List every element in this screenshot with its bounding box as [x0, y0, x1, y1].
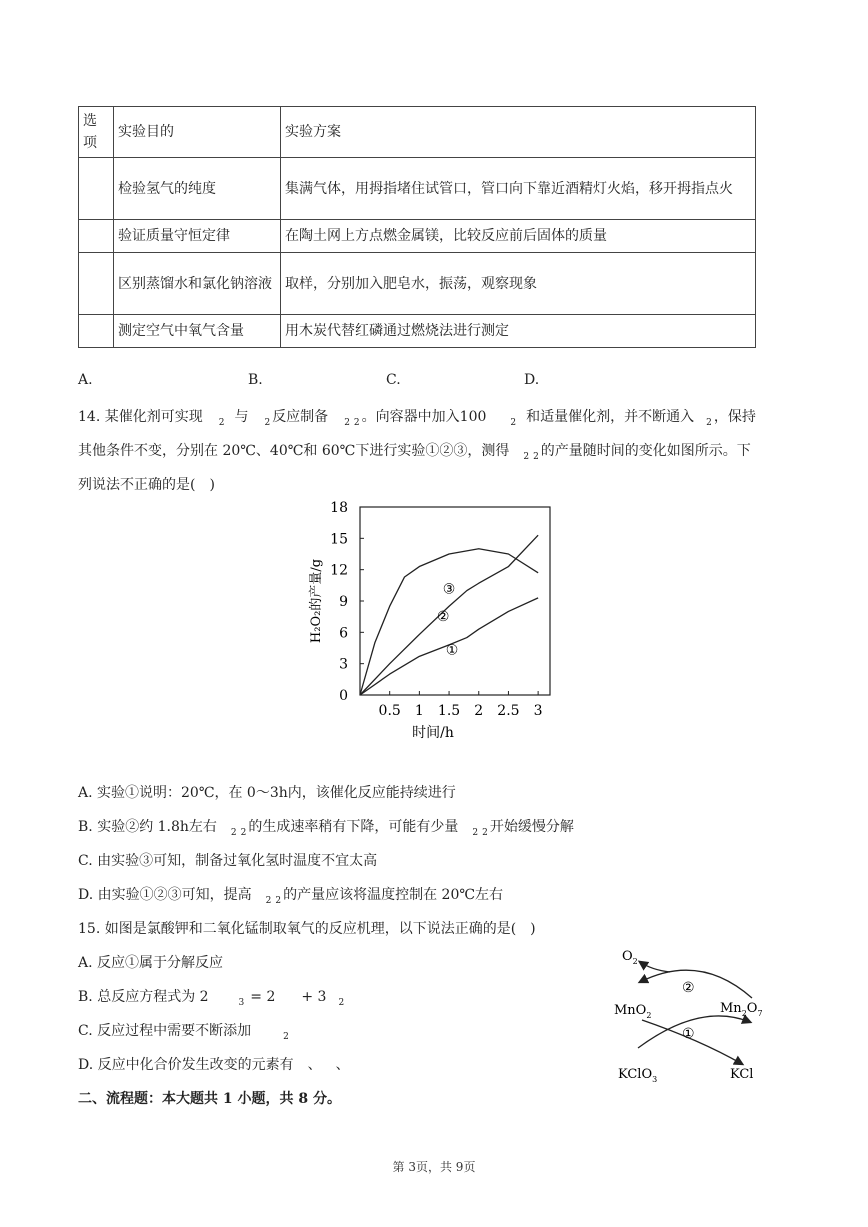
x-tick-label: 3 — [533, 703, 543, 719]
option-text: D. 反应中化合价发生改变的元素有 — [78, 1057, 294, 1073]
x-tick-label: 0.5 — [378, 703, 401, 719]
y-tick-label: 15 — [330, 531, 348, 548]
q14-option-a: A. 实验①说明：20℃，在 0～3h内，该催化反应能持续进行 — [78, 785, 456, 801]
y-tick-label: 0 — [339, 688, 348, 704]
arrow-reaction-2 — [640, 970, 752, 998]
arrow-o2-branch — [640, 962, 670, 972]
q13-choice-c: C. — [386, 372, 401, 388]
q15-option-d — [78, 1054, 350, 1074]
option-text: D. 由实验①②③可知，提高 — [78, 887, 252, 903]
mno2-label: MnO$_2$ — [614, 1003, 652, 1020]
series-label-3: ③ — [442, 581, 456, 598]
q13-choice-a: A. — [78, 372, 93, 388]
q14-stem-line3: 列说法不正确的是( ) — [78, 477, 215, 493]
q14-stem-text: 其他条件不变，分别在 20℃、40℃和 60℃下进行实验①②③，测得 — [78, 443, 510, 459]
subscript: 2 — [275, 896, 282, 906]
table-row — [79, 220, 756, 253]
y-tick-label: 3 — [339, 656, 348, 673]
subscript: 2 — [510, 418, 517, 428]
q15-option-b — [78, 986, 346, 1006]
mn2o7-label: $Mn_2O_7$ — [720, 1001, 763, 1018]
page-footer: 第 3页，共 9页 — [392, 1160, 476, 1174]
subscript: 2 — [218, 418, 225, 428]
h2o2-yield-chart — [300, 495, 570, 745]
q15-option-a: A. 反应①属于分解反应 — [78, 955, 224, 971]
option-text: 、 — [335, 1057, 350, 1073]
q15-stem: 15. 如图是氯酸钾和二氧化锰制取氧气的反应机理，以下说法正确的是( ) — [78, 921, 536, 937]
table-cell-plan: 取样，分别加入肥皂水，振荡，观察现象 — [281, 253, 756, 315]
subscript: 2 — [264, 418, 271, 428]
table-cell-plan: 在陶土网上方点燃金属镁，比较反应前后固体的质量 — [281, 220, 756, 253]
option-text: = 2 — [250, 989, 276, 1005]
y-tick-label: 12 — [330, 562, 348, 579]
kclo3-label: KClO$_3$ — [618, 1067, 658, 1084]
option-text: 开始缓慢分解 — [489, 819, 574, 835]
x-tick-label: 2 — [474, 703, 484, 719]
table-cell-option — [79, 253, 114, 315]
q15-option-c — [78, 1020, 291, 1040]
subscript: 2 — [523, 452, 530, 462]
table-cell-option — [79, 158, 114, 220]
option-text: B. 实验②约 1.8h左右 — [78, 819, 217, 835]
x-tick-label: 1.5 — [437, 703, 461, 719]
subscript: 2 — [353, 418, 360, 428]
x-axis-label: 时间/h — [412, 725, 454, 741]
series-label-1: ① — [445, 642, 459, 659]
q14-option-d — [78, 884, 503, 904]
option-text: 的生成速率稍有下降，可能有少量 — [248, 819, 459, 835]
table-cell-purpose: 验证质量守恒定律 — [114, 220, 281, 253]
table-header-plan: 实验方案 — [281, 107, 756, 158]
subscript: 2 — [240, 828, 247, 838]
q13-choice-b: B. — [248, 372, 263, 388]
kcl-label: KCl — [730, 1067, 754, 1082]
reaction-2-label: ② — [682, 980, 695, 996]
y-tick-label: 6 — [339, 625, 348, 642]
table-cell-plan: 用木炭代替红磷通过燃烧法进行测定 — [281, 315, 756, 348]
table-header-purpose: 实验目的 — [114, 107, 281, 158]
q14-stem-line1 — [78, 406, 756, 426]
subscript: 2 — [283, 1032, 289, 1042]
section-2-heading: 二、流程题：本大题共 1 小题，共 8 分。 — [78, 1091, 341, 1107]
table-cell-purpose: 测定空气中氧气含量 — [114, 315, 281, 348]
table-row — [79, 158, 756, 220]
option-text: + 3 — [301, 989, 327, 1005]
option-text: C. 反应过程中需要不断添加 — [78, 1023, 252, 1039]
subscript: 2 — [472, 828, 479, 838]
table-row — [79, 253, 756, 315]
table-row — [79, 315, 756, 348]
q14-stem-text: 14. 某催化剂可实现 — [78, 409, 203, 425]
q14-stem-text: 反应制备 — [272, 409, 329, 425]
table-cell-purpose: 区别蒸馏水和氯化钠溶液 — [114, 253, 281, 315]
y-axis-label: H₂O₂的产量/g — [309, 558, 324, 644]
table-header-option: 选项 — [79, 107, 114, 158]
q13-choice-d: D. — [524, 372, 540, 388]
q14-option-c: C. 由实验③可知，制备过氧化氢时温度不宜太高 — [78, 853, 378, 869]
table-header-row — [79, 107, 756, 158]
subscript: 2 — [706, 418, 712, 428]
y-tick-label: 18 — [330, 500, 348, 516]
q14-stem-text: ，保持 — [713, 409, 756, 425]
series-label-2: ② — [436, 608, 450, 625]
table-cell-option — [79, 315, 114, 348]
experiment-table — [78, 106, 756, 348]
option-text: 、 — [307, 1057, 322, 1073]
option-text: B. 总反应方程式为 2 — [78, 989, 209, 1005]
subscript: 2 — [344, 418, 350, 428]
reaction-mechanism-diagram — [600, 940, 800, 1090]
q14-stem-text: 和适量催化剂，并不断通入 — [526, 409, 695, 425]
x-tick-label: 1 — [414, 703, 424, 719]
x-tick-label: 2.5 — [497, 703, 520, 719]
q14-stem-line2 — [78, 440, 751, 460]
table-cell-purpose: 检验氢气的纯度 — [114, 158, 281, 220]
y-tick-label: 9 — [339, 594, 348, 610]
subscript: 2 — [265, 896, 272, 906]
subscript: 2 — [230, 828, 237, 838]
subscript: 2 — [482, 828, 488, 838]
subscript: 2 — [338, 998, 345, 1008]
q14-stem-text: 的产量随时间的变化如图所示。下 — [540, 443, 751, 459]
subscript: 3 — [238, 998, 245, 1008]
reaction-1-label: ① — [682, 1026, 695, 1042]
o2-label: $O_2$ — [622, 949, 638, 966]
subscript: 2 — [533, 452, 539, 462]
table-cell-plan: 集满气体，用拇指堵住试管口，管口向下靠近酒精灯火焰，移开拇指点火 — [281, 158, 756, 220]
q14-stem-text: 。向容器中加入100 — [361, 409, 487, 425]
table-cell-option — [79, 220, 114, 253]
q14-stem-text: 与 — [234, 409, 249, 425]
option-text: 的产量应该将温度控制在 20℃左右 — [283, 887, 504, 903]
q14-option-b — [78, 816, 574, 836]
